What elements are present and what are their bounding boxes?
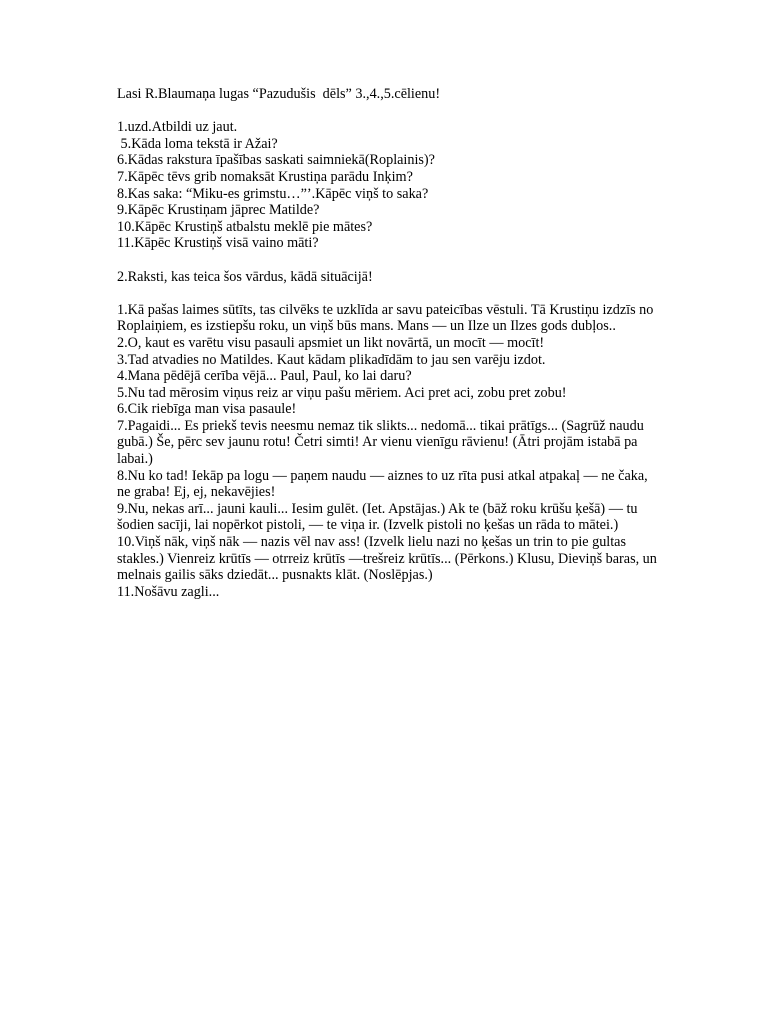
question-item: 10.Kāpēc Krustiņš atbalstu meklē pie mātes? [117, 218, 373, 235]
blank-line [117, 252, 657, 269]
quote-item: 6.Cik riebīga man visa pasaule! [117, 401, 297, 418]
quote-item: 1.Kā pašas laimes sūtīts, tas cilvēks te uzklīda ar savu pateicības vēstuli. Tā Krustiņu izdzīs no Roplaiņiem, es izstiepšu roku, un viņš būs mans. Mans — un Ilze un Ilzes gods dubļos.. [117, 301, 654, 335]
blank-line [117, 285, 657, 302]
question-item: 5.Kāda loma tekstā ir Ažai? [117, 135, 278, 152]
question-item: 11.Kāpēc Krustiņš visā vaino māti? [117, 235, 319, 252]
quote-item: 4.Mana pēdējā cerība vējā... Paul, Paul, ko lai daru? [117, 368, 412, 385]
quote-item: 5.Nu tad mērosim viņus reiz ar viņu pašu mēriem. Aci pret aci, zobu pret zobu! [117, 384, 567, 401]
blank-line [117, 103, 657, 120]
quote-item: 7.Pagaidi... Es priekš tevis neesmu nemaz tik slikts... nedomā... tikai prātīgs... (Sagrūž naudu gubā.) Še, pērc sev jaunu rotu! Četri simti! Ar vienu vienīgu rāvienu! (Ātri projām istabā pa labai.) [117, 417, 644, 468]
task1-title: 1.uzd.Atbildi uz jaut. [117, 119, 238, 136]
question-item: 6.Kādas rakstura īpašības saskati saimniekā(Roplainis)? [117, 152, 435, 169]
quote-item: 2.O, kaut es varētu visu pasauli apsmiet un likt novārtā, un mocīt — mocīt! [117, 334, 545, 351]
quote-item: 3.Tad atvadies no Matildes. Kaut kādam plikadīdām to jau sen varēju izdot. [117, 351, 546, 368]
quote-item: 9.Nu, nekas arī... jauni kauli... Iesim gulēt. (Iet. Apstājas.) Ak te (bāž roku krūšu ķešā) — tu šodien sacīji, lai nopērkot pistoli, — te viņa ir. (Izvelk pistoli no ķešas un rāda to mātei.) [117, 500, 638, 534]
quote-item: 11.Nošāvu zagli... [117, 583, 220, 600]
question-item: 7.Kāpēc tēvs grib nomaksāt Krustiņa parādu Inķim? [117, 168, 413, 185]
assignment-heading: Lasi R.Blaumaņa lugas “Pazudušis dēls” 3.,4.,5.cēlienu! [117, 86, 441, 102]
quote-item: 8.Nu ko tad! Iekāp pa logu — paņem naudu — aiznes to uz rīta pusi atkal atpakaļ — ne čaka, ne graba! Ej, ej, nekavējies! [117, 467, 648, 501]
question-item: 8.Kas saka: “Miku-es grimstu…”’.Kāpēc viņš to saka? [117, 185, 429, 202]
quote-item: 10.Viņš nāk, viņš nāk — nazis vēl nav ass! (Izvelk lielu nazi no ķešas un trin to pie gultas stakles.) Vienreiz krūtīs — otrreiz krūtīs —trešreiz krūtīs... (Pērkons.) Klusu, Dieviņš baras, un melnais gailis sāks dziedāt... pusnakts klāt. (Noslēpjas.) [117, 534, 657, 584]
question-item: 9.Kāpēc Krustiņam jāprec Matilde? [117, 202, 320, 219]
task2-title: 2.Raksti, kas teica šos vārdus, kādā situācijā! [117, 268, 373, 285]
document-page [117, 86, 657, 600]
